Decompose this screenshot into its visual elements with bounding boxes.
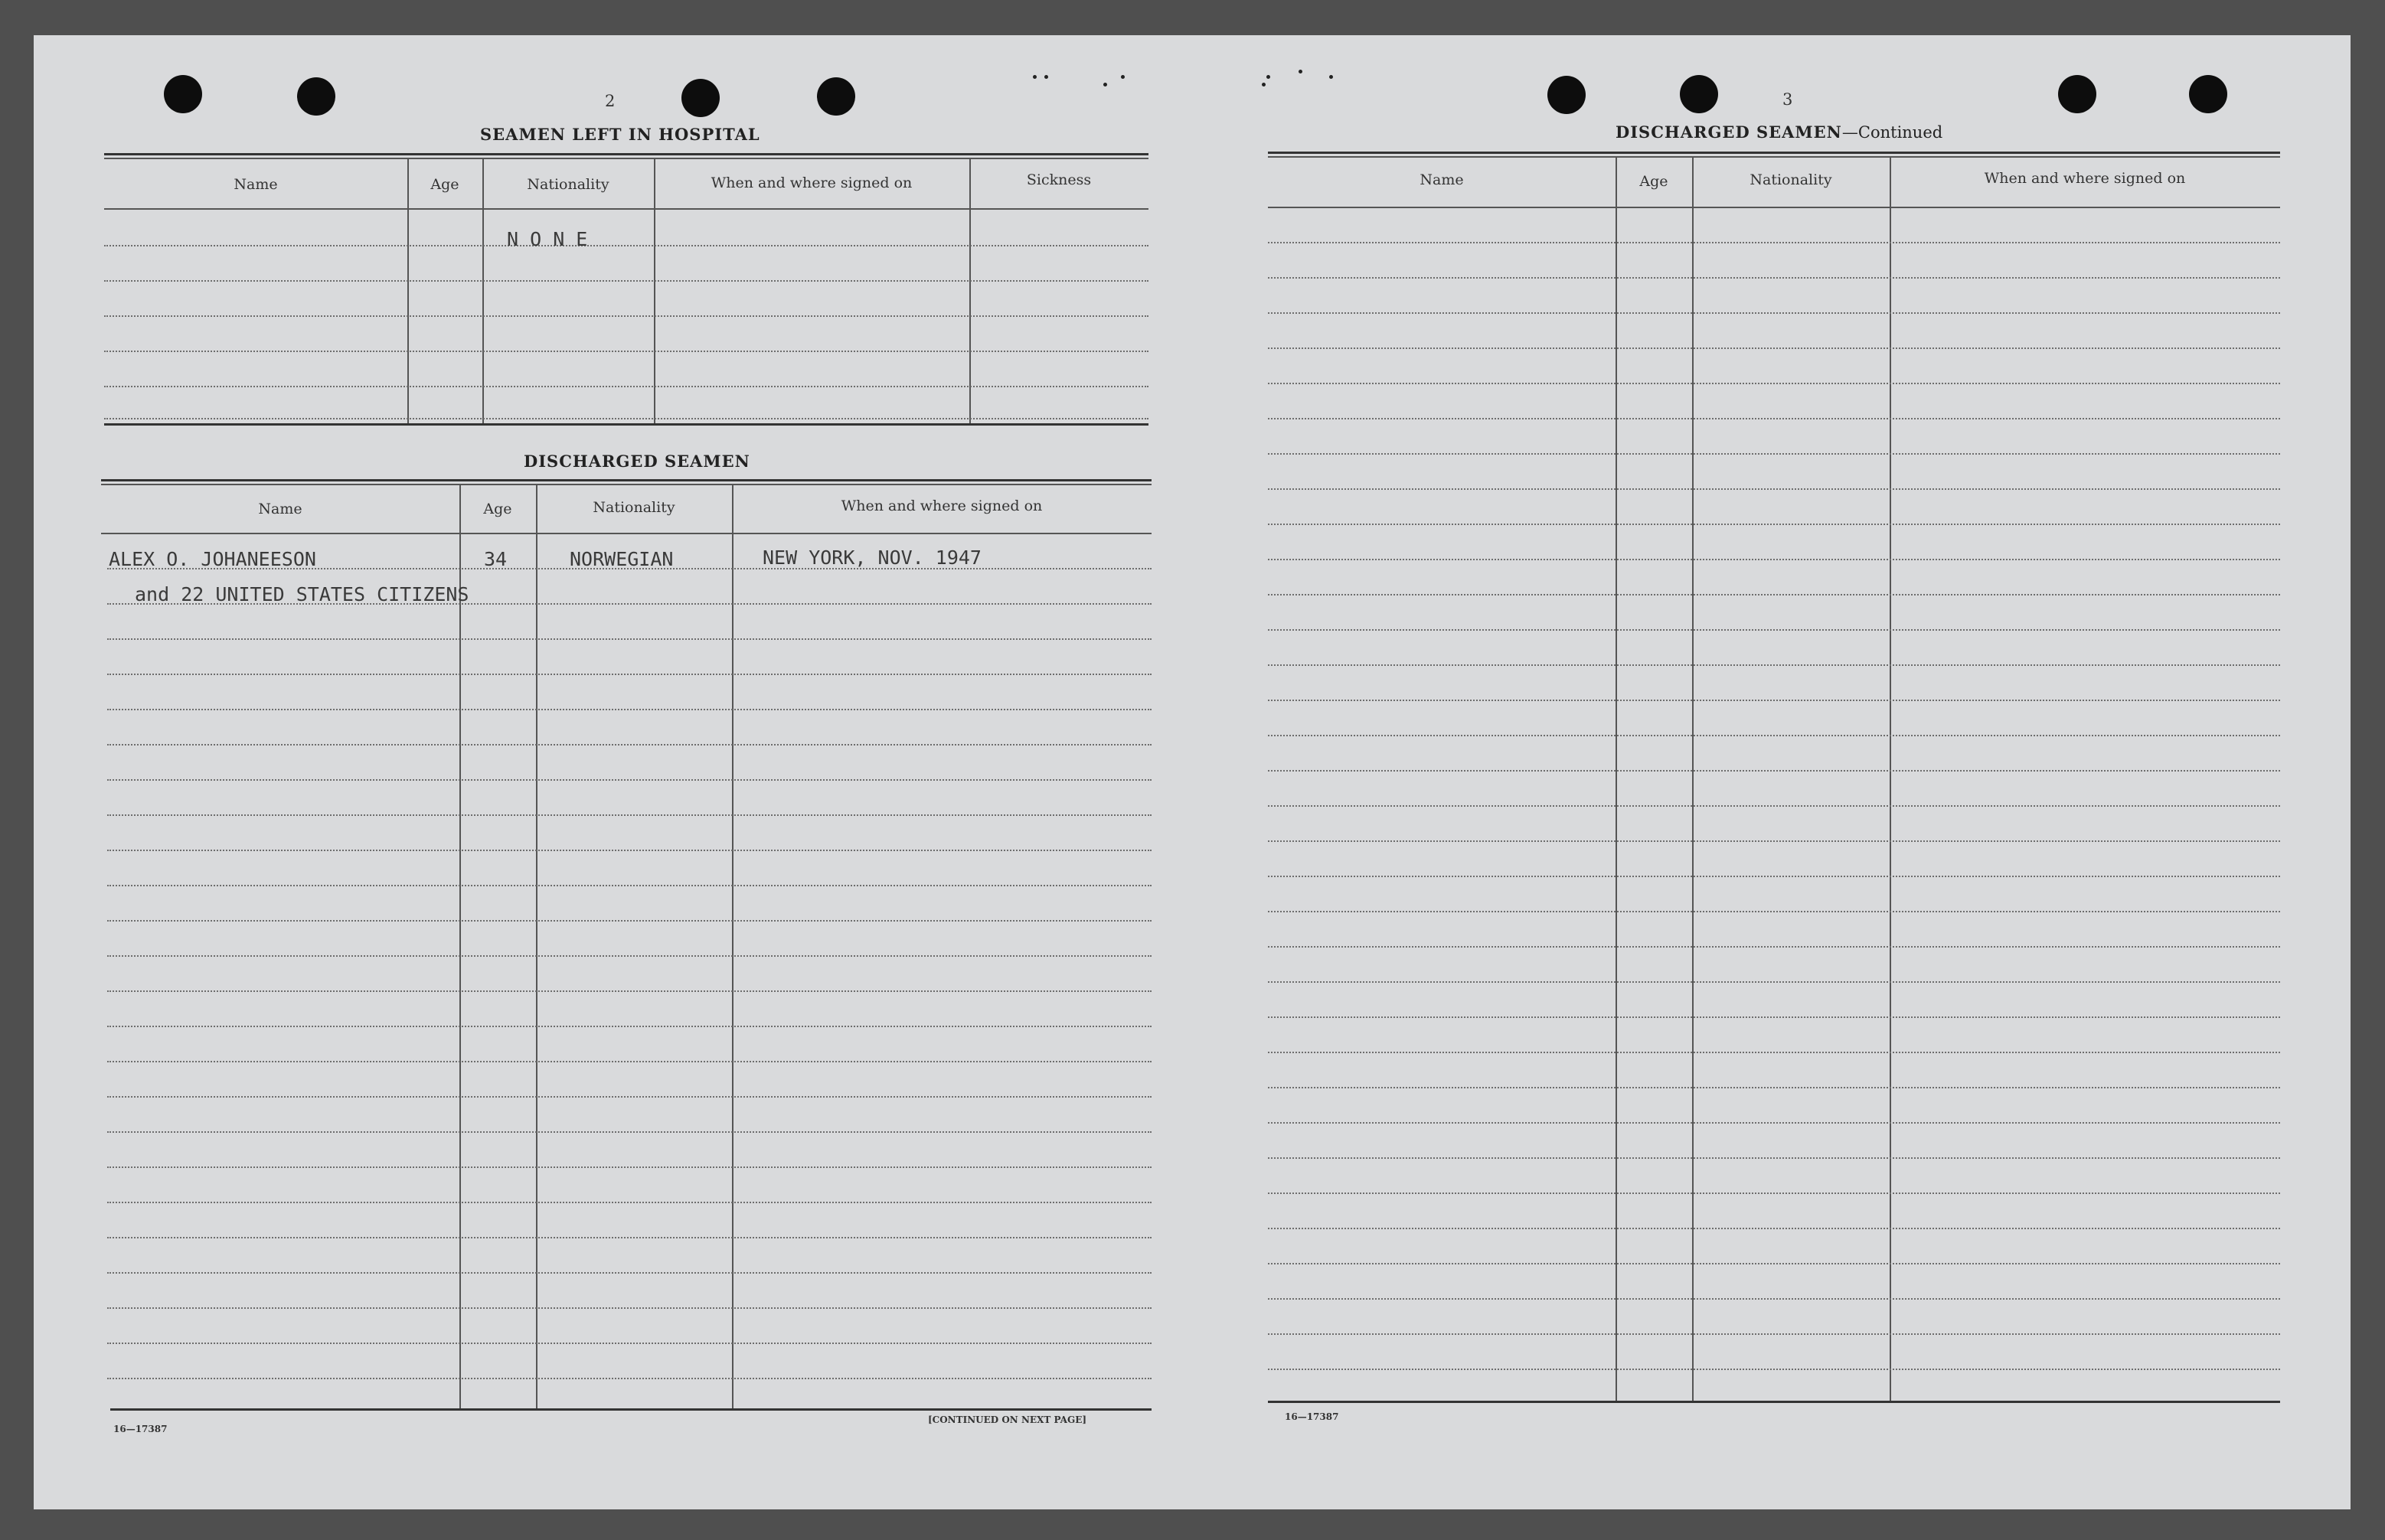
column-header-signed-on: When and where signed on [841,498,1043,514]
title-suffix: —Continued [1841,123,1943,142]
punch-hole [1680,75,1718,113]
ruled-line [107,955,1152,957]
speck [1329,75,1333,79]
ruled-line [1268,1263,2280,1264]
hospital-entry-none: N O N E [507,228,588,250]
ruled-line [1268,735,2280,736]
ruled-line [1268,981,2280,983]
ruled-line [1268,1122,2280,1124]
table-rule [104,423,1148,426]
column-header-age: Age [483,501,512,517]
table-rule [104,153,1148,155]
column-header-nationality: Nationality [1750,171,1832,188]
ruled-line [1268,277,2280,279]
ruled-line [1268,805,2280,807]
column-header-signed-on: When and where signed on [711,175,913,191]
table-rule [110,1408,1152,1411]
punch-hole [681,79,720,117]
ruled-line [1268,383,2280,384]
column-header-nationality: Nationality [593,499,675,516]
ruled-line [107,1343,1152,1344]
table-rule [1268,1401,2280,1403]
column-header-name: Name [1420,171,1464,188]
column-divider [1890,156,1891,1401]
ruled-line [107,1237,1152,1238]
ruled-line [1268,559,2280,560]
column-header-age: Age [1639,173,1668,190]
ruled-line [104,418,1148,419]
ruled-line [1268,488,2280,490]
ruled-line [1268,629,2280,631]
ruled-line [1268,1333,2280,1335]
form-number-left: 16—17387 [113,1424,168,1434]
table-rule [1268,152,2280,154]
ruled-line [107,1096,1152,1098]
column-divider [459,484,461,1408]
ruled-line [1268,1157,2280,1159]
ruled-line [1268,1228,2280,1229]
column-divider [1692,156,1694,1401]
ruled-line [1268,1298,2280,1300]
speck [1121,75,1125,79]
punch-hole [2189,75,2227,113]
table-rule [101,484,1152,485]
discharged-name: ALEX O. JOHANEESON [109,548,316,570]
column-divider [732,484,733,1408]
ruled-line [1268,840,2280,842]
ruled-line [1268,700,2280,701]
column-header-age: Age [430,176,459,193]
column-divider [407,158,409,423]
ruled-line [107,920,1152,922]
ruled-line [1268,1087,2280,1088]
ruled-line [1268,911,2280,912]
column-divider [1616,156,1617,1401]
discharged-age: 34 [484,548,508,570]
ruled-line [107,603,1152,605]
ruled-line [1268,347,2280,349]
ruled-line [104,315,1148,317]
table-rule [104,208,1148,210]
continued-note: [CONTINUED ON NEXT PAGE] [928,1414,1087,1425]
ruled-line [1268,1193,2280,1194]
ruled-line [104,245,1148,246]
ruled-line [107,1307,1152,1309]
ruled-line [107,674,1152,675]
ruled-line [1268,1016,2280,1018]
discharged-continued-title [1616,122,1942,142]
ruled-line [1268,1369,2280,1370]
ruled-line [107,1202,1152,1203]
ledger-sheet [34,35,2351,1509]
hospital-table-title: SEAMEN LEFT IN HOSPITAL [480,125,760,144]
ruled-line [104,351,1148,352]
column-header-name: Name [234,176,278,193]
ruled-line [1268,876,2280,877]
ruled-line [107,850,1152,851]
table-rule [101,479,1152,481]
ruled-line [1268,946,2280,948]
column-header-nationality: Nationality [527,176,609,193]
table-rule [101,533,1152,534]
ruled-line [107,1378,1152,1379]
ruled-line [107,1131,1152,1133]
speck [1044,75,1048,79]
table-rule [1268,207,2280,208]
ruled-line [107,779,1152,781]
column-divider [969,158,971,423]
page-number-right: 3 [1782,90,1793,109]
ruled-line [107,885,1152,886]
speck [1262,83,1266,86]
speck [1299,70,1302,73]
discharged-table-title: DISCHARGED SEAMEN [524,452,750,471]
speck [1266,75,1270,79]
column-header-signed-on: When and where signed on [1984,170,2186,187]
ruled-line [1268,453,2280,455]
form-number-right: 16—17387 [1285,1411,1339,1422]
column-divider [536,484,537,1408]
punch-hole [817,77,855,116]
table-rule [104,158,1148,159]
ruled-line [1268,594,2280,595]
ruled-line [1268,664,2280,666]
title-main: DISCHARGED SEAMEN [1616,122,1842,142]
discharged-nationality: NORWEGIAN [570,548,674,570]
ruled-line [107,814,1152,816]
speck [1103,83,1107,86]
punch-hole [164,75,202,113]
discharged-signed-on: NEW YORK, NOV. 1947 [763,547,982,569]
ruled-line [1268,312,2280,314]
ruled-line [107,568,1152,569]
ruled-line [104,386,1148,387]
column-divider [482,158,484,423]
page-number-left: 2 [605,92,616,110]
ruled-line [1268,770,2280,772]
ruled-line [107,1061,1152,1062]
ruled-line [107,1166,1152,1168]
ruled-line [107,638,1152,640]
ruled-line [107,744,1152,746]
column-header-sickness: Sickness [1026,171,1092,188]
punch-hole [2058,75,2096,113]
ruled-line [107,1026,1152,1027]
punch-hole [1547,76,1586,114]
ruled-line [107,1272,1152,1274]
speck [1033,75,1037,79]
ruled-line [1268,1052,2280,1053]
ruled-line [104,280,1148,282]
punch-hole [297,77,335,116]
table-rule [1268,156,2280,158]
ruled-line [107,709,1152,710]
ruled-line [1268,242,2280,243]
discharged-note: and 22 UNITED STATES CITIZENS [135,583,469,605]
ruled-line [107,990,1152,992]
ruled-line [1268,418,2280,419]
column-divider [654,158,655,423]
ruled-line [1268,524,2280,525]
column-header-name: Name [258,501,302,517]
